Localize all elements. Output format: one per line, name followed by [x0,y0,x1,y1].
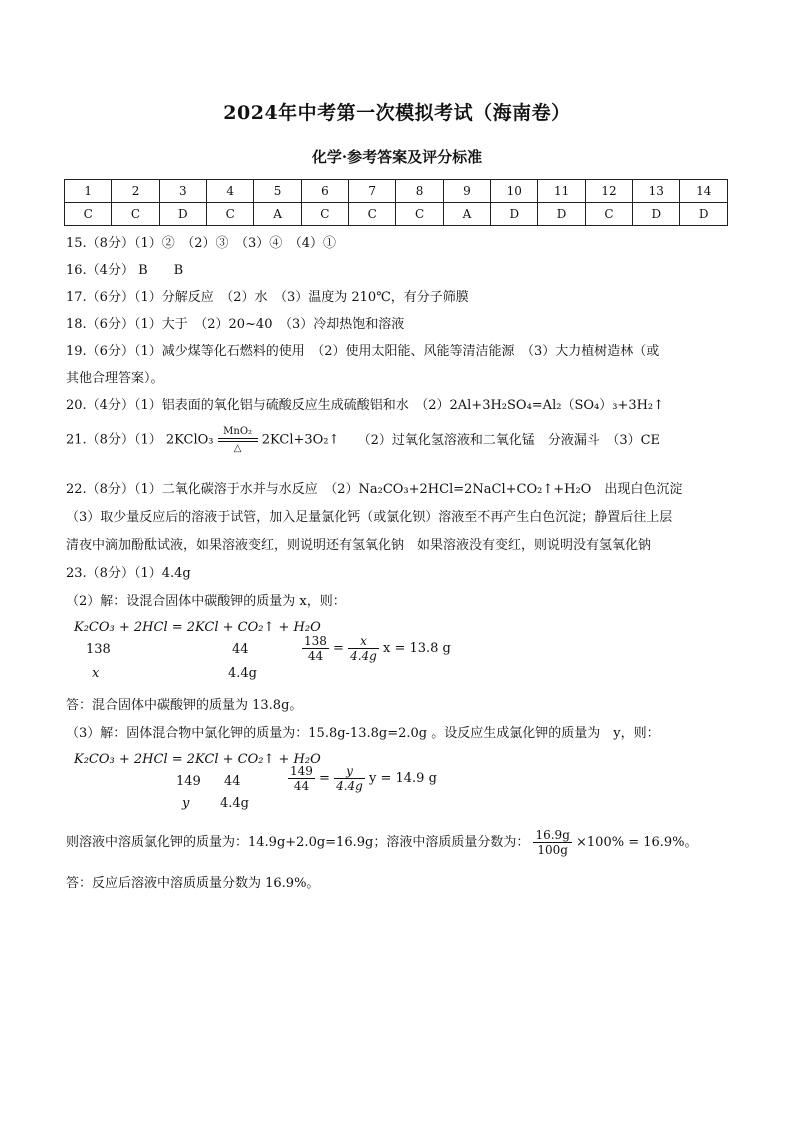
q21-prefix: 21.（8分）（1） [66,432,162,448]
answer-q23-2-conclusion: 答：混合固体中碳酸钾的质量为 13.8g。 [66,698,303,713]
table-cell: A [443,203,490,226]
equation-2-value-co2: 4.4g [220,796,249,811]
equation-2-mass-co2: 44 [224,774,241,789]
fraction-denominator: 100g [537,843,568,857]
q21-catalyst: MnO₂ [223,426,253,437]
fraction-numerator: x [348,634,379,649]
table-cell: 5 [254,180,301,203]
table-cell: 4 [207,180,254,203]
table-cell: 7 [349,180,396,203]
answer-q20: 20.（4分）（1）铝表面的氧化铝与硫酸反应生成硫酸铝和水 （2）2Al+3H₂SO₄=Al₂（SO₄）₃+3H₂↑ [66,398,665,413]
fraction-denominator: 44 [307,649,324,663]
answer-q23-2-intro: （2）解：设混合固体中碳酸钾的质量为 x，则： [66,594,346,609]
table-cell: 1 [65,180,112,203]
table-cell: 12 [585,180,632,203]
equation-2: K₂CO₃ + 2HCl = 2KCl + CO₂↑ + H₂O [74,752,321,767]
q21-rest: （2）过氧化氢溶液和二氧化锰 分液漏斗 （3）CE [357,432,661,448]
answer-table-answer-row [65,203,728,226]
equals-bar [218,438,258,442]
answer-q19-line2: 其他合理答案）。 [66,371,164,386]
fraction-denominator: 4.4g [336,779,363,793]
answer-q17: 17.（6分）（1）分解反应 （2）水 （3）温度为 210℃，有分子筛膜 [66,290,469,305]
calc-text: 则溶液中溶质氯化钾的质量为：14.9g+2.0g=16.9g；溶液中溶质质量分数为： [66,835,530,850]
equation-1-mass-co2: 44 [232,642,249,657]
calc-result: ×100% = 16.9%。 [576,835,698,850]
fraction-numerator: 138 [304,634,327,648]
table-cell: D [680,203,728,226]
fraction [288,764,315,793]
fraction [533,828,571,857]
table-cell: 11 [538,180,585,203]
equation-1-proportion: $\frac{138}{44}$ = $\frac{x}{4.4g}$ x = 13.8 g [304,634,451,663]
table-cell: D [538,203,585,226]
table-cell: C [349,203,396,226]
fraction-denominator: 4.4g [350,649,377,663]
q21-reactant: 2KClO₃ [165,432,214,448]
answer-q23-3-intro: （3）解：固体混合物中氯化钾的质量为：15.8g-13.8g=2.0g 。设反应生成氯化钾的质量为 y，则： [66,726,660,741]
fraction-numerator: y [334,764,365,779]
table-cell: C [65,203,112,226]
table-cell: 14 [680,180,728,203]
q21-reaction-condition [218,426,258,454]
table-cell: D [491,203,538,226]
equation-2-mass-kcl: 149 [176,774,201,789]
answer-q16: 16.（4分） B B [66,263,184,278]
table-cell: C [585,203,632,226]
answer-q22-line1: 22.（8分）（1）二氧化碳溶于水并与水反应 （2）Na₂CO₃+2HCl=2NaCl+CO₂↑+H₂O 出现白色沉淀 [66,482,683,497]
equation-1-value-co2: 4.4g [228,666,257,681]
table-cell: 8 [396,180,443,203]
equation-1-result: x = 13.8 g [382,641,451,656]
table-cell: C [112,203,159,226]
answer-q23-3-conclusion: 答：反应后溶液中溶质质量分数为 16.9%。 [66,876,320,891]
page-title: 2024年中考第一次模拟考试（海南卷） [223,102,571,124]
fraction [334,764,365,793]
answer-q19-line1: 19.（6分）（1）减少煤等化石燃料的使用 （2）使用太阳能、风能等清洁能源 （3）大力植树造林（或 [66,344,660,359]
table-cell: 9 [443,180,490,203]
table-cell: C [207,203,254,226]
fraction [348,634,379,663]
table-cell: A [254,203,301,226]
table-cell: 3 [159,180,206,203]
answer-q15: 15.（8分）（1）② （2）③ （3）④ （4）① [66,236,337,251]
answer-q23-1: 23.（8分）（1）4.4g [66,566,191,581]
table-cell: C [396,203,443,226]
table-cell: 10 [491,180,538,203]
equation-2-proportion: $\frac{149}{44}$ = $\frac{y}{4.4g}$ y = 14.9 g [290,764,437,793]
table-cell: 6 [301,180,348,203]
answer-q21 [66,426,660,454]
answer-table [64,179,728,226]
table-cell: D [633,203,680,226]
equation-1: K₂CO₃ + 2HCl = 2KCl + CO₂↑ + H₂O [74,620,321,635]
equation-1-var-x: x [92,666,100,681]
table-cell: C [301,203,348,226]
answer-q18: 18.（6分）（1）大于 （2）20~40 （3）冷却热饱和溶液 [66,317,405,332]
fraction [302,634,329,663]
page-subtitle: 化学·参考答案及评分标准 [311,148,483,166]
table-cell: D [159,203,206,226]
table-cell: 13 [633,180,680,203]
answer-q23-3-calc [66,828,698,857]
fraction-numerator: 16.9g [535,828,570,842]
equation-1-mass-k2co3: 138 [86,642,111,657]
fraction-numerator: 149 [290,764,313,778]
q21-heat-symbol: △ [233,443,242,454]
answer-q22-line2: （3）取少量反应后的溶液于试管，加入足量氯化钙（或氯化钡）溶液至不再产生白色沉淀；静置后往上层 [66,510,673,525]
answer-table-number-row [65,180,728,203]
q21-product: 2KCl+3O₂↑ [261,432,340,448]
equation-2-result: y = 14.9 g [368,771,437,786]
fraction-denominator: 44 [293,779,310,793]
answer-q22-line3: 清夜中滴加酚酞试液，如果溶液变红，则说明还有氢氧化钠 如果溶液没有变红，则说明没有氢氧化钠 [66,538,652,553]
table-cell: 2 [112,180,159,203]
equation-2-var-y: y [182,796,190,811]
